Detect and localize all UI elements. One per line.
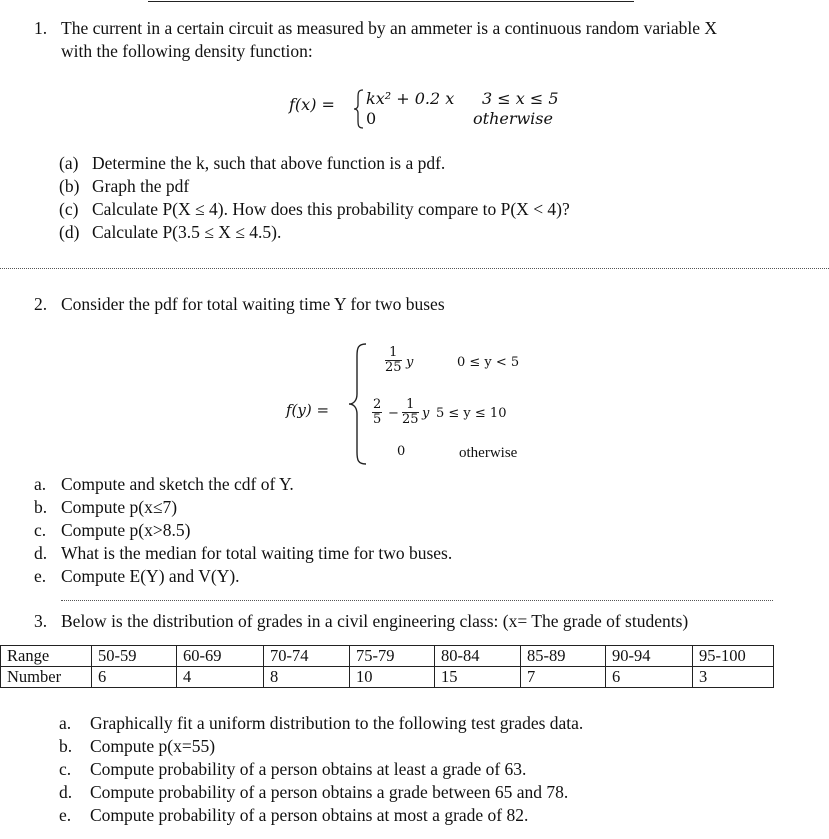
q1-brace <box>352 88 366 130</box>
q2-part-text: Compute and sketch the cdf of Y. <box>61 474 294 494</box>
q2-c2-var: y <box>422 406 430 421</box>
separator-dotted <box>61 600 773 601</box>
q3-part-label: a. <box>59 713 72 733</box>
table-row <box>1 646 774 667</box>
q1-part-text: Graph the pdf <box>92 176 190 196</box>
q2-part-text: Compute p(x≤7) <box>61 497 178 517</box>
q3-intro: Below is the distribution of grades in a civil engineering class: (x= The grade of students) <box>61 611 689 631</box>
number-cell: 10 <box>350 667 435 688</box>
top-rule <box>148 1 634 2</box>
number-cell: 6 <box>606 667 693 688</box>
q3-part-text: Compute probability of a person obtains at most a grade of 82. <box>90 805 529 825</box>
q3-part-text: Compute p(x=55) <box>90 736 216 756</box>
q2-c1-cond: 0 ≤ y < 5 <box>457 355 520 370</box>
q1-formula-lhs: f(x) = <box>289 95 335 114</box>
q2-c2-cond: 5 ≤ y ≤ 10 <box>436 406 507 421</box>
grades-table <box>0 645 774 688</box>
q2-number: 2. <box>34 294 48 314</box>
table-row-header: Number <box>1 667 92 688</box>
q2-c1-den: 25 <box>385 360 402 375</box>
number-cell: 15 <box>435 667 521 688</box>
q2-c2-a-den: 5 <box>373 412 382 427</box>
range-cell: 95-100 <box>693 646 774 667</box>
q2-part-text: Compute E(Y) and V(Y). <box>61 566 240 586</box>
q3-part-label: e. <box>59 805 72 825</box>
q1-case1-cond: 3 ≤ x ≤ 5 <box>482 89 559 108</box>
q2-c2-frac-a <box>372 398 382 427</box>
number-cell: 4 <box>177 667 264 688</box>
q3-part-text: Compute probability of a person obtains a grade between 65 and 78. <box>90 782 569 802</box>
q1-intro-line1: The current in a certain circuit as measured by an ammeter is a continuous random variable X <box>61 18 717 38</box>
q2-c2-b-num: 1 <box>402 398 419 413</box>
q1-part-text: Calculate P(3.5 ≤ X ≤ 4.5). <box>92 222 282 242</box>
q2-part-label: c. <box>34 520 47 540</box>
number-cell: 7 <box>521 667 606 688</box>
q1-case1-expr: kx² + 0.2 x <box>366 89 455 108</box>
q2-c1-var: y <box>406 355 414 370</box>
q2-c3-cond: otherwise <box>459 445 518 461</box>
q1-part-label: (d) <box>59 222 80 242</box>
q2-part-text: What is the median for total waiting time for two buses. <box>61 543 453 563</box>
q1-part-text: Determine the k, such that above function is a pdf. <box>92 153 446 173</box>
range-cell: 80-84 <box>435 646 521 667</box>
q1-case2-cond: otherwise <box>473 109 553 128</box>
number-cell: 3 <box>693 667 774 688</box>
q2-part-text: Compute p(x>8.5) <box>61 520 191 540</box>
q1-part-label: (c) <box>59 199 79 219</box>
q3-part-label: d. <box>59 782 73 802</box>
q2-c2-b-den: 25 <box>402 412 419 427</box>
q2-c2-frac-b <box>402 398 419 427</box>
q2-formula-lhs: f(y) = <box>286 401 330 419</box>
q1-number: 1. <box>34 18 48 38</box>
range-cell: 85-89 <box>521 646 606 667</box>
table-row <box>1 667 774 688</box>
q1-part-label: (b) <box>59 176 80 196</box>
q3-number: 3. <box>34 611 48 631</box>
q3-part-text: Compute probability of a person obtains at least a grade of 63. <box>90 759 527 779</box>
range-cell: 75-79 <box>350 646 435 667</box>
separator-dotted <box>0 268 829 269</box>
q2-c1-num: 1 <box>385 346 402 361</box>
number-cell: 6 <box>92 667 177 688</box>
q2-brace <box>346 342 370 466</box>
q2-part-label: b. <box>34 497 48 517</box>
q1-case2-expr: 0 <box>366 109 377 128</box>
q2-part-label: a. <box>34 474 47 494</box>
q2-c2-a-num: 2 <box>373 397 382 412</box>
range-cell: 90-94 <box>606 646 693 667</box>
q2-part-label: e. <box>34 566 47 586</box>
q2-part-label: d. <box>34 543 48 563</box>
q2-c1-frac <box>385 346 402 375</box>
q1-part-label: (a) <box>59 153 79 173</box>
number-cell: 8 <box>264 667 350 688</box>
q1-intro-line2: with the following density function: <box>61 41 313 61</box>
range-cell: 50-59 <box>92 646 177 667</box>
q2-c3-expr: 0 <box>397 444 406 459</box>
q1-part-text: Calculate P(X ≤ 4). How does this probability compare to P(X < 4)? <box>92 199 570 219</box>
q3-part-label: b. <box>59 736 73 756</box>
range-cell: 70-74 <box>264 646 350 667</box>
range-cell: 60-69 <box>177 646 264 667</box>
q2-c2-minus: − <box>388 406 399 421</box>
table-row-header: Range <box>1 646 92 667</box>
q2-intro: Consider the pdf for total waiting time Y for two buses <box>61 294 445 314</box>
q3-part-text: Graphically fit a uniform distribution to the following test grades data. <box>90 713 584 733</box>
q3-part-label: c. <box>59 759 72 779</box>
